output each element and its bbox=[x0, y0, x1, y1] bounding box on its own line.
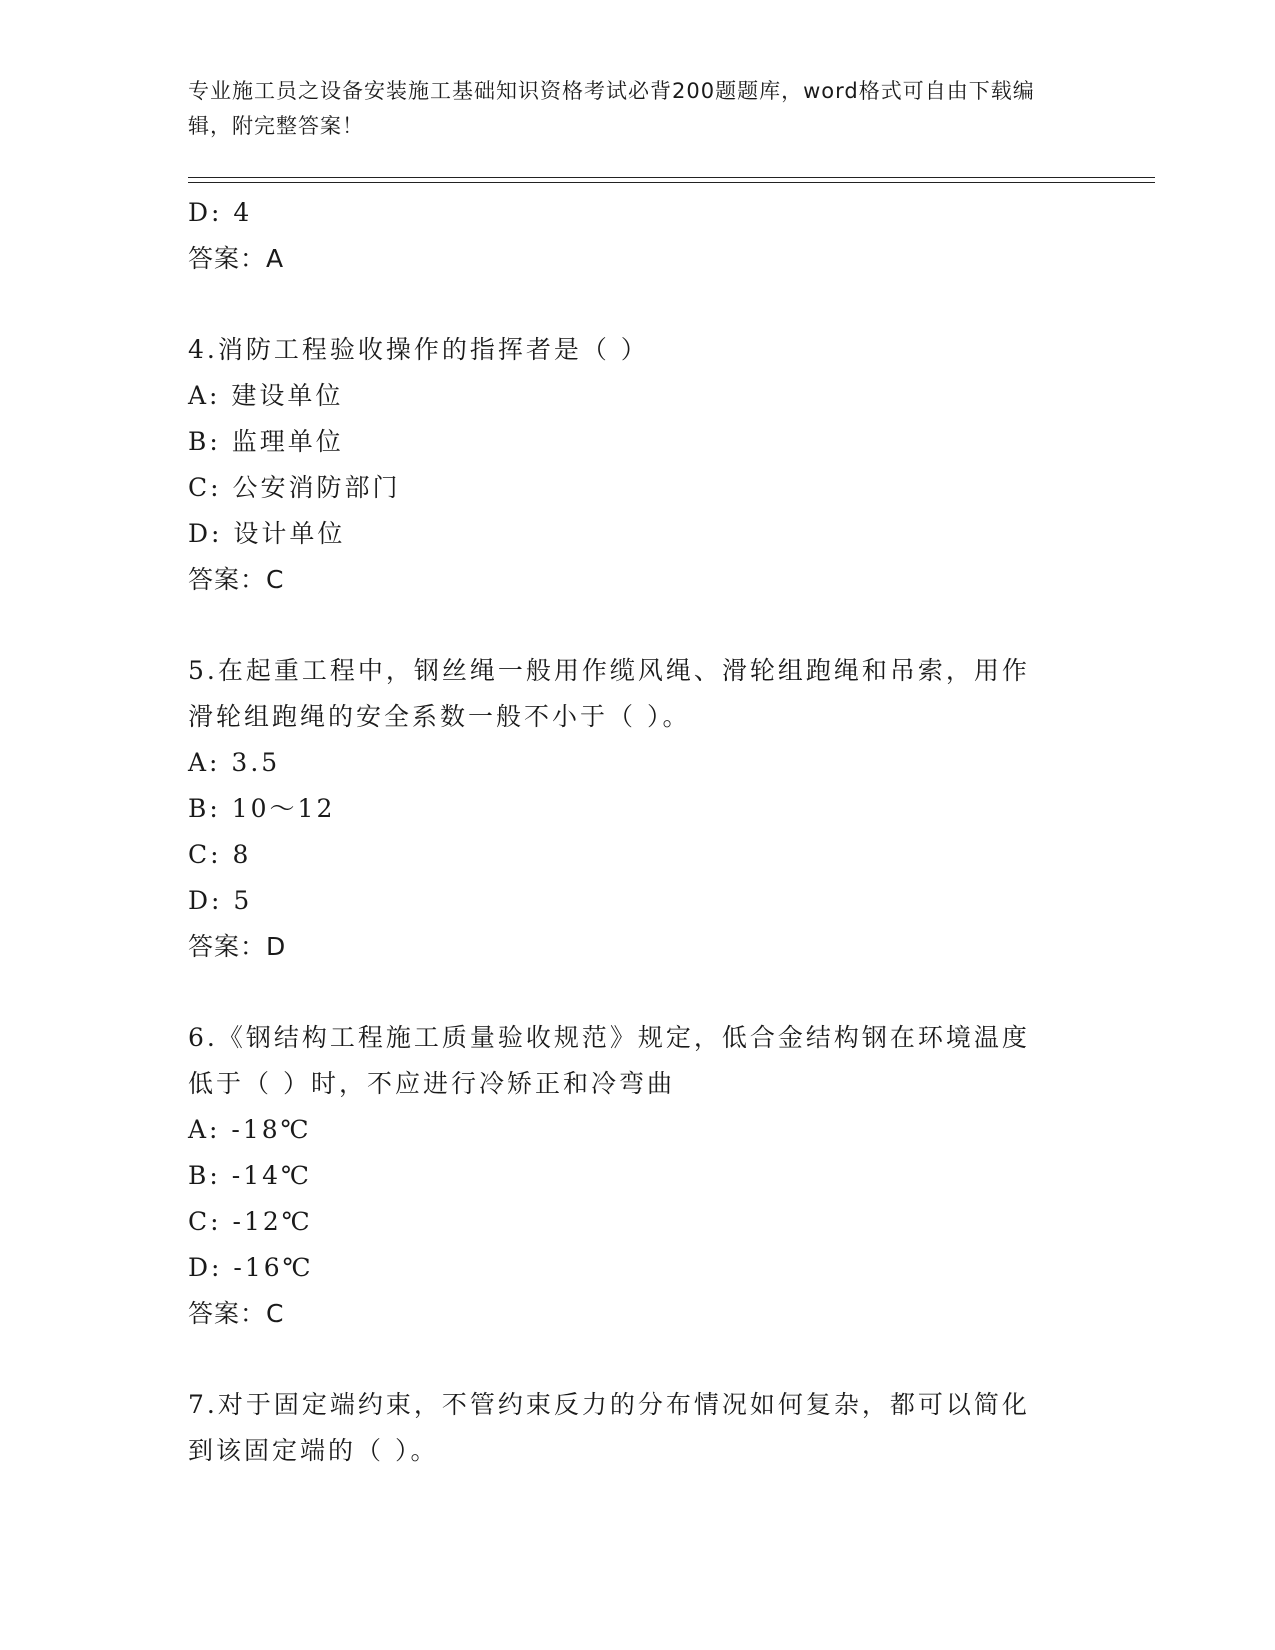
answer: 答案：D bbox=[188, 932, 287, 961]
option-a: A: -18℃ bbox=[188, 1115, 312, 1144]
header-divider-bottom bbox=[188, 182, 1155, 183]
question-title-line-1: 6.《钢结构工程施工质量验收规范》规定，低合金结构钢在环境温度 bbox=[188, 1023, 1030, 1052]
spacer bbox=[188, 970, 1088, 1015]
question-title-line-2: 到该固定端的（ ）。 bbox=[188, 1436, 439, 1465]
question-title-line-2: 滑轮组跑绳的安全系数一般不小于（ ）。 bbox=[188, 702, 691, 731]
option-a: A: 3.5 bbox=[188, 748, 281, 777]
spacer bbox=[188, 282, 1088, 327]
question-4 bbox=[188, 327, 1088, 603]
option-c: C: -12℃ bbox=[188, 1207, 313, 1236]
question-title-line-1: 5.在起重工程中，钢丝绳一般用作缆风绳、滑轮组跑绳和吊索，用作 bbox=[188, 656, 1030, 685]
spacer bbox=[188, 603, 1088, 648]
header-title: 专业施工员之设备安装施工基础知识资格考试必背200题题库，word格式可自由下载编辑，附完整答案！ bbox=[188, 79, 1035, 138]
option-d: D: 设计单位 bbox=[188, 519, 346, 548]
answer: 答案：A bbox=[188, 244, 285, 273]
option-c: C: 公安消防部门 bbox=[188, 473, 401, 502]
answer: 答案：C bbox=[188, 1299, 285, 1328]
question-title: 4.消防工程验收操作的指挥者是（ ） bbox=[188, 335, 649, 364]
option-b: B: 10～12 bbox=[188, 794, 336, 823]
question-3-tail bbox=[188, 190, 1088, 282]
option-c: C: 8 bbox=[188, 840, 252, 869]
option-d: D: 5 bbox=[188, 886, 253, 915]
document-body bbox=[188, 190, 1088, 1474]
option-b: B: -14℃ bbox=[188, 1161, 312, 1190]
spacer bbox=[188, 1337, 1088, 1382]
option-d: D: 4 bbox=[188, 198, 253, 227]
question-title-line-1: 7.对于固定端约束，不管约束反力的分布情况如何复杂，都可以简化 bbox=[188, 1390, 1030, 1419]
question-5 bbox=[188, 648, 1088, 970]
answer: 答案：C bbox=[188, 565, 285, 594]
question-title-line-2: 低于（ ）时，不应进行冷矫正和冷弯曲 bbox=[188, 1069, 675, 1098]
document-header bbox=[188, 74, 1068, 144]
header-divider-top bbox=[188, 177, 1155, 178]
option-a: A: 建设单位 bbox=[188, 381, 344, 410]
question-7 bbox=[188, 1382, 1088, 1474]
option-d: D: -16℃ bbox=[188, 1253, 314, 1282]
option-b: B: 监理单位 bbox=[188, 427, 344, 456]
question-6 bbox=[188, 1015, 1088, 1337]
